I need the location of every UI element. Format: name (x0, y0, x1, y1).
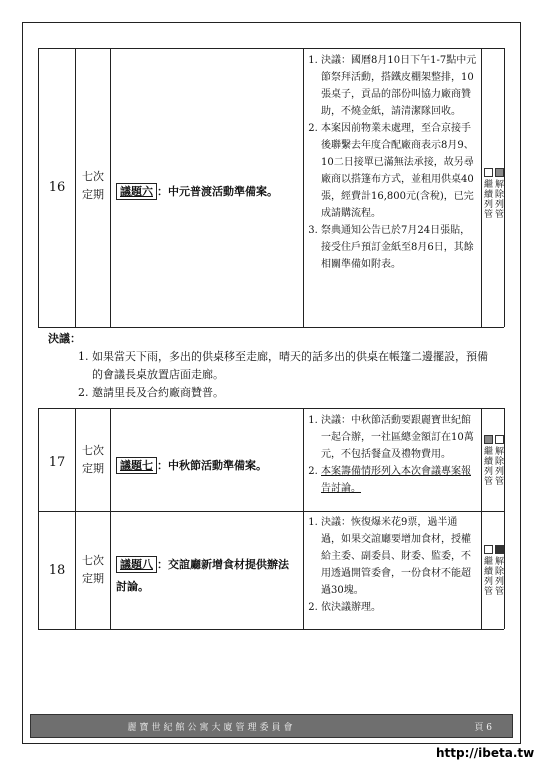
checkbox-continue[interactable] (484, 545, 493, 554)
footer-organization: 麗寶世紀館公寓大廈管理委員會 (127, 723, 296, 733)
option-continue[interactable] (483, 168, 494, 220)
row16-bottom-border (38, 327, 504, 328)
topic (116, 457, 267, 473)
resolution-title: 決議： (48, 332, 81, 345)
footer-page-number: 頁 6 (474, 723, 492, 733)
resolution-item: 1. 如果當天下雨，多出的供桌移至走廊，晴天的話多出的供桌在帳篷二邊擺設，預備的會議長桌放置店面走廊。 (92, 348, 498, 384)
topic (116, 554, 298, 598)
tracking-options (483, 168, 505, 228)
row17-top-border (38, 408, 504, 409)
tracking-options (483, 545, 505, 605)
row-number: 16 (48, 180, 66, 195)
option-label-release: 解除列管 (494, 447, 504, 487)
checkbox-release[interactable] (495, 545, 504, 554)
row-number: 18 (48, 563, 66, 578)
checkbox-release[interactable] (495, 435, 504, 444)
topic-tag: 議題七 (116, 457, 157, 474)
option-continue[interactable] (483, 435, 494, 487)
col-divider (110, 408, 111, 629)
meeting-type: 七次定期 (82, 170, 104, 201)
decision-item: 2. 本案籌備情形列入本次會議專案報告討論。 (321, 463, 477, 497)
col-divider (481, 48, 482, 327)
topic-tag: 議題八 (116, 556, 157, 573)
col-divider (303, 48, 304, 327)
col-divider (75, 48, 76, 327)
topic-text: ：中元普渡活動準備案。 (157, 185, 278, 198)
decision-item: 1. 決議：國曆8月10日下午1-7點中元節祭拜活動，搭鐵皮棚架整排，10張桌子，貢品的部份叫協力廠商贊助，不燒金紙，請清潔隊回收。 (321, 52, 477, 120)
resolution-block (48, 330, 498, 402)
topic-text: ：中秋節活動準備案。 (157, 459, 267, 472)
resolution-item: 2. 邀請里長及合約廠商贊普。 (92, 384, 498, 402)
topic-text: ：交誼廳新增食材提供辦法討論。 (116, 558, 289, 593)
meeting-type: 七次定期 (82, 444, 104, 475)
option-label-continue: 繼續列管 (483, 180, 493, 220)
decision-item: 1. 決議：恢復爆米花9票，過半通過，如果交誼廳要增加食材，授權給主委、副委員、財委、監委，不用透過開管委會，一份食材不能超過30塊。 (321, 514, 477, 599)
watermark: http://ibeta.tw (436, 746, 543, 766)
decision-content (307, 514, 477, 616)
option-release[interactable] (494, 168, 505, 220)
decision-item: 2. 本案因前物業未處理，至合京接手後聯繫去年度合配廠商表示8月9、10二日接單已滿無法承接，故另尋廠商以搭篷布方式，並租用供桌40張，經費計16,800元(含稅)，已完成請購流程。 (321, 120, 477, 222)
col-divider (481, 408, 482, 629)
decision-item: 2. 依決議辦理。 (321, 599, 477, 616)
tracking-options (483, 435, 505, 495)
decision-content (307, 52, 477, 273)
decision-content (307, 412, 477, 497)
checkbox-continue[interactable] (484, 168, 493, 177)
option-release[interactable] (494, 545, 505, 597)
row17-bottom-border (38, 511, 504, 512)
option-continue[interactable] (483, 545, 494, 597)
topic-tag: 議題六 (116, 183, 157, 200)
page-footer (30, 714, 513, 738)
col-divider (110, 48, 111, 327)
option-label-continue: 繼續列管 (483, 447, 493, 487)
option-label-release: 解除列管 (494, 180, 504, 220)
decision-item: 3. 祭典通知公告已於7月24日張貼，接受住戶預訂金紙至8月6日，其餘相關準備如附表。 (321, 222, 477, 273)
table-left-border (38, 408, 39, 629)
decision-item: 1. 決議：中秋節活動要跟麗寶世紀館一起合辦，一社區總金額訂在10萬元，不包括餐盒及禮物費用。 (321, 412, 477, 463)
col-divider (303, 408, 304, 629)
table-top-border (38, 48, 504, 49)
option-label-release: 解除列管 (494, 557, 504, 597)
option-label-continue: 繼續列管 (483, 557, 493, 597)
meeting-type: 七次定期 (82, 554, 104, 585)
topic (116, 183, 278, 199)
table-left-border (38, 48, 39, 327)
table-bottom-border (38, 629, 504, 630)
option-release[interactable] (494, 435, 505, 487)
checkbox-release[interactable] (495, 168, 504, 177)
row-number: 17 (48, 455, 66, 470)
checkbox-continue[interactable] (484, 435, 493, 444)
col-divider (75, 408, 76, 629)
